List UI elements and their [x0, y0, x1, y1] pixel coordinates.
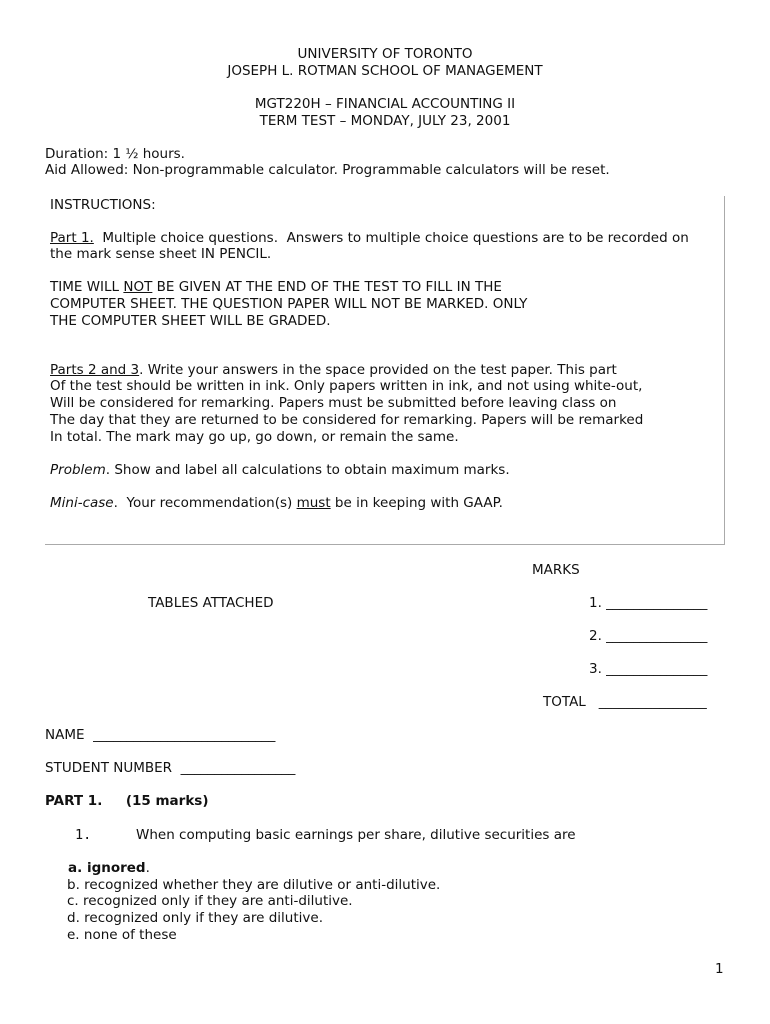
time-post: BE GIVEN AT THE END OF THE TEST TO FILL IN THE [152, 279, 502, 295]
minicase-pre: . Your recommendation(s) [113, 495, 297, 511]
parts23-line2: Of the test should be written in ink. Only papers written in ink, and not using white-out, [50, 378, 643, 394]
option-b[interactable]: b. recognized whether they are dilutive or anti-dilutive. [67, 877, 441, 893]
time-pre: TIME WILL [50, 279, 124, 295]
part1-text: Multiple choice questions. Answers to multiple choice questions are to be recorded on [93, 230, 689, 246]
time-warning-line2: COMPUTER SHEET. THE QUESTION PAPER WILL NOT BE MARKED. ONLY [50, 296, 528, 312]
option-d[interactable]: d. recognized only if they are dilutive. [67, 910, 323, 926]
page-number: 1 [715, 961, 724, 977]
problem-label: Problem [50, 462, 106, 478]
university-title: UNIVERSITY OF TORONTO [297, 46, 473, 62]
minicase-post: be in keeping with GAAP. [330, 495, 503, 511]
time-warning-line1 [50, 279, 502, 296]
parts23-line4: The day that they are returned to be considered for remarking. Papers will be remarked [50, 412, 644, 428]
duration-text: Duration: 1 ½ hours. [45, 146, 185, 162]
parts23-line1 [50, 362, 617, 379]
question-1-number: 1. [75, 827, 92, 843]
test-title: TERM TEST – MONDAY, JULY 23, 2001 [259, 113, 511, 129]
school-title: JOSEPH L. ROTMAN SCHOOL OF MANAGEMENT [227, 63, 543, 79]
parts23-line3: Will be considered for remarking. Papers must be submitted before leaving class on [50, 395, 617, 411]
aid-allowed-text: Aid Allowed: Non-programmable calculator. Programmable calculators will be reset. [45, 162, 610, 178]
name-field[interactable]: NAME ___________________________ [45, 727, 276, 743]
marks-heading: MARKS [532, 562, 580, 578]
parts23-label: Parts 2 and 3 [50, 362, 140, 378]
parts23-text: . Write your answers in the space provided on the test paper. This part [139, 362, 617, 378]
marks-line-3[interactable]: 3. _______________ [589, 661, 708, 677]
part1-instruction [50, 230, 689, 247]
minicase-must: must [296, 495, 331, 511]
parts23-line5: In total. The mark may go up, go down, or remain the same. [50, 429, 459, 445]
time-warning-line3: THE COMPUTER SHEET WILL BE GRADED. [50, 313, 331, 329]
course-title: MGT220H – FINANCIAL ACCOUNTING II [254, 96, 516, 112]
option-c[interactable]: c. recognized only if they are anti-dilutive. [67, 893, 353, 909]
problem-instruction [50, 462, 510, 479]
option-a-period: . [145, 860, 150, 876]
question-1-text: When computing basic earnings per share, dilutive securities are [136, 827, 576, 843]
marks-line-2[interactable]: 2. _______________ [589, 628, 708, 644]
part1-heading: PART 1. (15 marks) [45, 793, 209, 809]
tables-attached: TABLES ATTACHED [148, 595, 274, 611]
instructions-heading: INSTRUCTIONS: [50, 197, 156, 213]
marks-total[interactable]: TOTAL ________________ [543, 694, 707, 710]
time-not: NOT [123, 279, 153, 295]
option-a-label: a. ignored [68, 860, 146, 876]
problem-text: . Show and label all calculations to obtain maximum marks. [105, 462, 510, 478]
marks-line-1[interactable]: 1. _______________ [589, 595, 708, 611]
minicase-instruction [50, 495, 503, 512]
option-e[interactable]: e. none of these [67, 927, 177, 943]
part1-instruction-line2: the mark sense sheet IN PENCIL. [50, 246, 272, 262]
part1-label: Part 1. [50, 230, 94, 246]
minicase-label: Mini-case [50, 495, 114, 511]
student-number-field[interactable]: STUDENT NUMBER _________________ [45, 760, 296, 776]
option-a[interactable] [68, 860, 150, 877]
